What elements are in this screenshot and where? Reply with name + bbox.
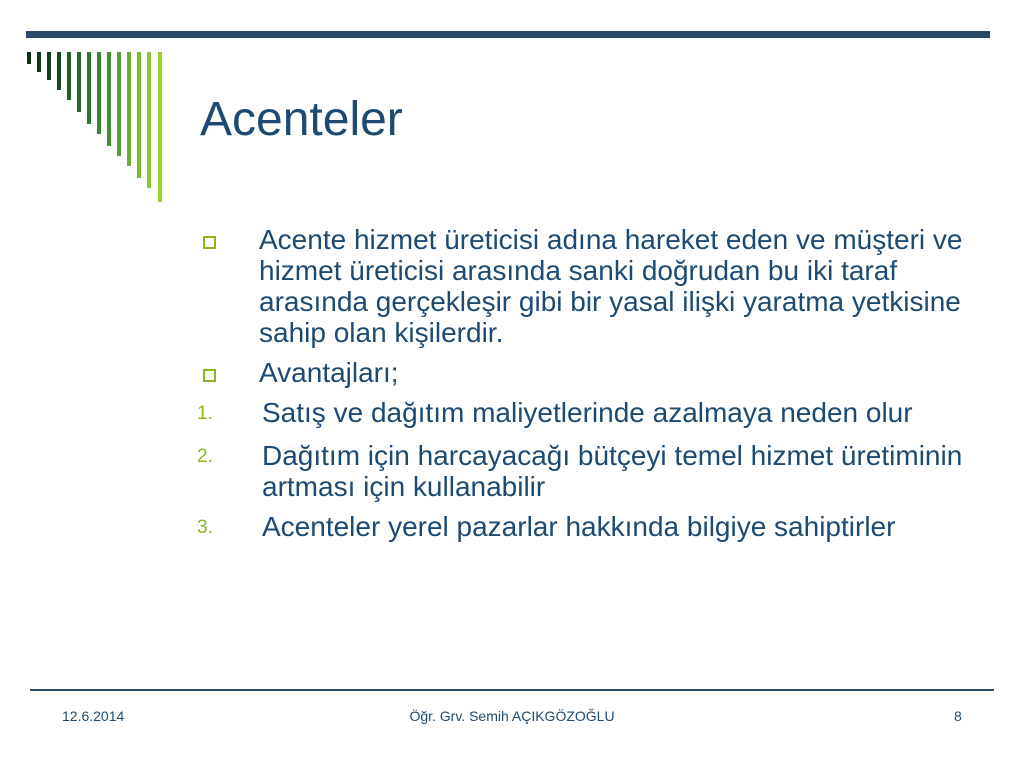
footer-author: Öğr. Grv. Semih AÇIKGÖZOĞLU bbox=[409, 708, 615, 724]
list-item bbox=[194, 511, 984, 545]
bullet-list bbox=[194, 224, 984, 554]
bullet-text: Acenteler yerel pazarlar hakkında bilgiye sahiptirler bbox=[262, 511, 896, 542]
stripe bbox=[87, 52, 91, 124]
stripe bbox=[127, 52, 131, 166]
stripe bbox=[37, 52, 41, 72]
bullet-text: Dağıtım için harcayacağı bütçeyi temel hizmet üretiminin artması için kullanabilir bbox=[262, 440, 963, 502]
stripe bbox=[117, 52, 121, 156]
number-marker: 3. bbox=[197, 517, 213, 538]
page-number: 8 bbox=[954, 708, 962, 724]
bullet-text: Satış ve dağıtım maliyetlerinde azalmaya neden olur bbox=[262, 397, 913, 428]
footer-date: 12.6.2014 bbox=[62, 708, 125, 724]
stripe bbox=[158, 52, 162, 202]
bottom-rule bbox=[30, 689, 994, 691]
stripe bbox=[137, 52, 141, 178]
stripe bbox=[147, 52, 151, 188]
stripe bbox=[57, 52, 61, 90]
slide-title: Acenteler bbox=[200, 93, 403, 146]
number-marker: 2. bbox=[197, 446, 213, 467]
bullet-text: Avantajları; bbox=[259, 357, 399, 388]
list-item bbox=[194, 357, 984, 388]
stripe bbox=[27, 52, 31, 64]
square-bullet-icon bbox=[203, 236, 216, 249]
bullet-marker bbox=[194, 357, 259, 387]
bullet-text: Acente hizmet üreticisi adına hareket eden ve müşteri ve hizmet üreticisi arasında sanki doğrudan bu iki taraf arasında gerçekleşir gibi bir yasal ilişki yaratma yetkisine sahip olan kişilerdir. bbox=[259, 224, 963, 348]
number-marker: 1. bbox=[197, 403, 213, 424]
bullet-marker bbox=[194, 224, 259, 254]
list-item bbox=[194, 224, 984, 348]
list-item bbox=[194, 397, 984, 431]
stripe bbox=[107, 52, 111, 146]
square-bullet-icon bbox=[203, 369, 216, 382]
stripe bbox=[47, 52, 51, 80]
stripe bbox=[97, 52, 101, 134]
stripe bbox=[77, 52, 81, 112]
decorative-stripes bbox=[0, 0, 180, 210]
stripe bbox=[67, 52, 71, 100]
list-item bbox=[194, 440, 984, 502]
